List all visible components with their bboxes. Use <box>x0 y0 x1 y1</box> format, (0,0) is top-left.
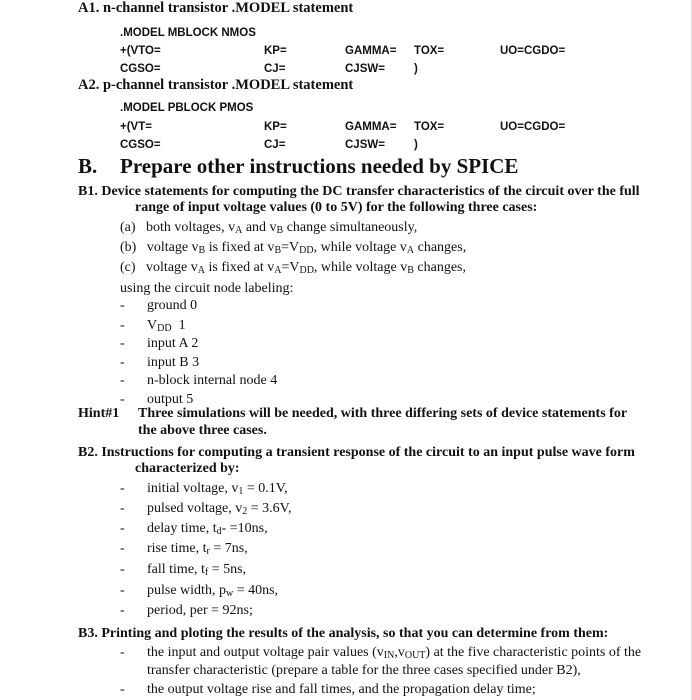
b1-heading-line1: B1. Device statements for computing the DC transfer characteristics of the circuit over the full <box>78 184 640 199</box>
b1-case-a: (a) both voltages, $v_A$ and $v_B$ change simultaneously, <box>120 220 418 236</box>
a1-param-cjsw: CJSW= <box>345 63 385 75</box>
list-dash: - <box>120 373 125 388</box>
a1-param-kp: KP= <box>264 45 287 57</box>
list-dash: - <box>120 481 125 496</box>
list-dash: - <box>120 603 125 618</box>
a1-param-cj: CJ= <box>264 63 286 75</box>
list-dash: - <box>120 318 125 333</box>
a1-close-paren: ) <box>414 63 418 75</box>
list-dash: - <box>120 583 125 598</box>
a2-heading: A2. p-channel transistor .MODEL statement <box>78 77 354 93</box>
node-nblock: n-block internal node 4 <box>147 373 278 388</box>
b2-heading-line1: B2. Instructions for computing a transient response of the circuit to an input pulse wave form <box>78 445 635 460</box>
a2-param-cjsw: CJSW= <box>345 139 385 151</box>
b3-item1: the input and output voltage pair values $(v_{IN},v_{OUT})$ at the five characteristic points of the <box>147 645 642 661</box>
list-dash: - <box>120 562 125 577</box>
b1-case-c: (c) voltage $v_A$ is fixed at $v_A=V_{DD}$, while voltage $v_B$ changes, <box>120 260 466 276</box>
b1-node-intro: using the circuit node labeling: <box>120 281 294 296</box>
b3-heading: B3. Printing and ploting the results of the analysis, so that you can determine from them: <box>78 626 609 641</box>
b2-initial-voltage: initial voltage, $v_1 = 0.1V$, <box>147 481 288 497</box>
a1-model-line: .MODEL MBLOCK NMOS <box>120 27 256 39</box>
a2-param-uo-cgdo: UO=CGDO= <box>500 121 566 133</box>
b3-item1-line2: transfer characteristic (prepare a table for the three cases specified under B2), <box>147 663 581 678</box>
list-dash: - <box>120 541 125 556</box>
a1-param-vto: +(VTO= <box>120 45 161 57</box>
b3-item2: the output voltage rise and fall times, and the propagation delay time; <box>147 682 536 697</box>
a2-model-line: .MODEL PBLOCK PMOS <box>120 102 254 114</box>
a1-param-uo-cgdo: UO=CGDO= <box>500 45 566 57</box>
list-dash: - <box>120 645 125 660</box>
a2-param-gamma: GAMMA= <box>345 121 397 133</box>
node-output: output 5 <box>147 392 194 407</box>
list-dash: - <box>120 392 125 407</box>
a2-param-tox: TOX= <box>414 121 445 133</box>
b2-fall-time: fall time, $t_f = 5ns$, <box>147 562 247 578</box>
a2-param-vt: +(VT= <box>120 121 152 133</box>
a1-heading: A1. n-channel transistor .MODEL statement <box>78 0 354 16</box>
b2-pulse-width: pulse width, $p_w = 40ns$, <box>147 583 279 599</box>
hint-line1: Three simulations will be needed, with three differing sets of device statements for <box>138 406 628 421</box>
a1-param-cgso: CGSO= <box>120 63 161 75</box>
b2-rise-time: rise time, $t_r = 7ns$, <box>147 541 248 557</box>
section-b-letter: B. <box>78 154 98 178</box>
hint-line2: the above three cases. <box>138 423 267 438</box>
b2-period: period, per = 92ns; <box>147 603 253 618</box>
list-dash: - <box>120 298 125 313</box>
section-b-title: Prepare other instructions needed by SPICE <box>120 154 519 178</box>
b2-delay-time: delay time, $t_d- =10ns$, <box>147 521 268 537</box>
a1-param-tox: TOX= <box>414 45 445 57</box>
node-input-b: input B 3 <box>147 355 200 370</box>
b1-case-b: (b) voltage $v_B$ is fixed at $v_B=V_{DD}$, while voltage $v_A$ changes, <box>120 240 467 256</box>
node-input-a: input A 2 <box>147 336 199 351</box>
hint-label: Hint#1 <box>78 406 120 421</box>
a2-close-paren: ) <box>414 139 418 151</box>
list-dash: - <box>120 521 125 536</box>
node-vdd: $V_{DD}$ 1 <box>147 318 186 334</box>
list-dash: - <box>120 355 125 370</box>
a2-param-kp: KP= <box>264 121 287 133</box>
b1-heading-line2: range of input voltage values (0 to 5V) for the following three cases: <box>135 200 538 215</box>
b2-heading-line2: characterized by: <box>135 461 240 476</box>
b2-pulsed-voltage: pulsed voltage, $v_2 = 3.6V$, <box>147 501 292 517</box>
a2-param-cgso: CGSO= <box>120 139 161 151</box>
list-dash: - <box>120 501 125 516</box>
list-dash: - <box>120 336 125 351</box>
list-dash: - <box>120 682 125 697</box>
node-ground: ground 0 <box>147 298 198 313</box>
a2-param-cj: CJ= <box>264 139 286 151</box>
a1-param-gamma: GAMMA= <box>345 45 397 57</box>
